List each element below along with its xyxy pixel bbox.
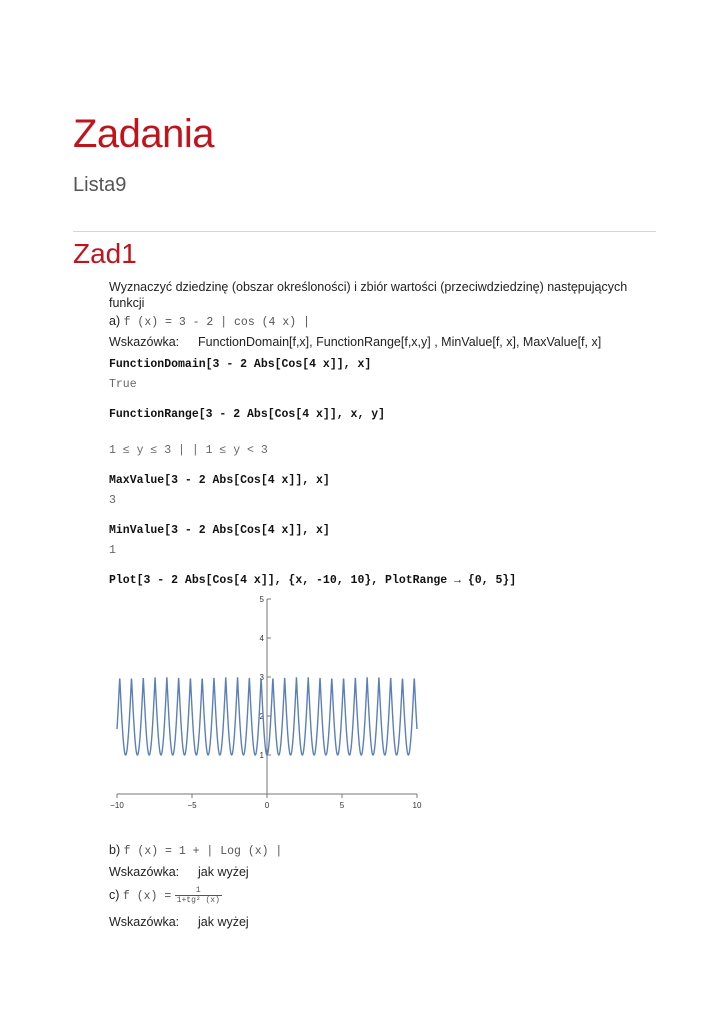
hint-label-c: Wskazówka: bbox=[109, 915, 180, 929]
y-tick-label: 5 bbox=[259, 595, 264, 604]
y-tick-label: 1 bbox=[259, 751, 264, 760]
x-tick-label: 0 bbox=[264, 801, 270, 810]
output-cell: True bbox=[109, 378, 137, 391]
part-a bbox=[109, 313, 310, 331]
y-tick-label: 2 bbox=[259, 712, 264, 721]
input-cell[interactable]: FunctionDomain[3 - 2 Abs[Cos[4 x]], x] bbox=[109, 358, 372, 371]
plot-axes bbox=[117, 599, 417, 794]
section-title: Zad1 bbox=[73, 238, 137, 269]
part-c-fraction bbox=[175, 886, 222, 905]
plot bbox=[100, 590, 440, 815]
part-b-formula: f (x) = 1 + | Log (x) | bbox=[123, 845, 283, 858]
input-cell[interactable]: FunctionRange[3 - 2 Abs[Cos[4 x]], x, y] bbox=[109, 408, 386, 421]
part-c-formula-prefix: f (x) = bbox=[122, 889, 172, 903]
fraction-numerator: 1 bbox=[195, 886, 201, 895]
fraction-denominator: 1+tg² (x) bbox=[176, 896, 220, 905]
part-c-label: c) bbox=[109, 887, 120, 902]
page-title: Zadania bbox=[73, 112, 215, 156]
input-cell[interactable]: MaxValue[3 - 2 Abs[Cos[4 x]], x] bbox=[109, 474, 330, 487]
hint-label-a: Wskazówka: bbox=[109, 335, 180, 349]
x-tick-label: −5 bbox=[187, 801, 197, 810]
output-cell: 1 ≤ y ≤ 3 | | 1 ≤ y < 3 bbox=[109, 444, 268, 457]
x-ticks bbox=[110, 794, 422, 810]
hint-text-c: jak wyżej bbox=[198, 915, 249, 929]
output-cell: 1 bbox=[109, 544, 116, 557]
hint-text-b: jak wyżej bbox=[198, 865, 249, 879]
part-a-formula: f (x) = 3 - 2 | cos (4 x) | bbox=[123, 316, 310, 329]
input-cell[interactable]: MinValue[3 - 2 Abs[Cos[4 x]], x] bbox=[109, 524, 330, 537]
output-cell: 3 bbox=[109, 494, 116, 507]
part-c bbox=[109, 886, 222, 905]
hint-text-a: FunctionDomain[f,x], FunctionRange[f,x,y] , MinValue[f, x], MaxValue[f, x] bbox=[198, 335, 602, 349]
part-b-label: b) bbox=[109, 843, 121, 857]
divider bbox=[73, 231, 656, 232]
x-tick-label: −10 bbox=[110, 801, 124, 810]
x-tick-label: 5 bbox=[339, 801, 345, 810]
y-tick-label: 3 bbox=[259, 673, 264, 682]
part-a-label: a) bbox=[109, 314, 121, 328]
task-description: Wyznaczyć dziedzinę (obszar określoności) i zbiór wartości (przeciwdziedzinę) następujących funkcji bbox=[109, 280, 628, 310]
part-b bbox=[109, 842, 282, 860]
page-subtitle: Lista9 bbox=[73, 174, 127, 196]
input-cell[interactable]: Plot[3 - 2 Abs[Cos[4 x]], {x, -10, 10}, PlotRange → {0, 5}] bbox=[109, 574, 517, 587]
x-tick-label: 10 bbox=[412, 801, 422, 810]
hint-label-b: Wskazówka: bbox=[109, 865, 180, 879]
y-tick-label: 4 bbox=[259, 634, 264, 643]
